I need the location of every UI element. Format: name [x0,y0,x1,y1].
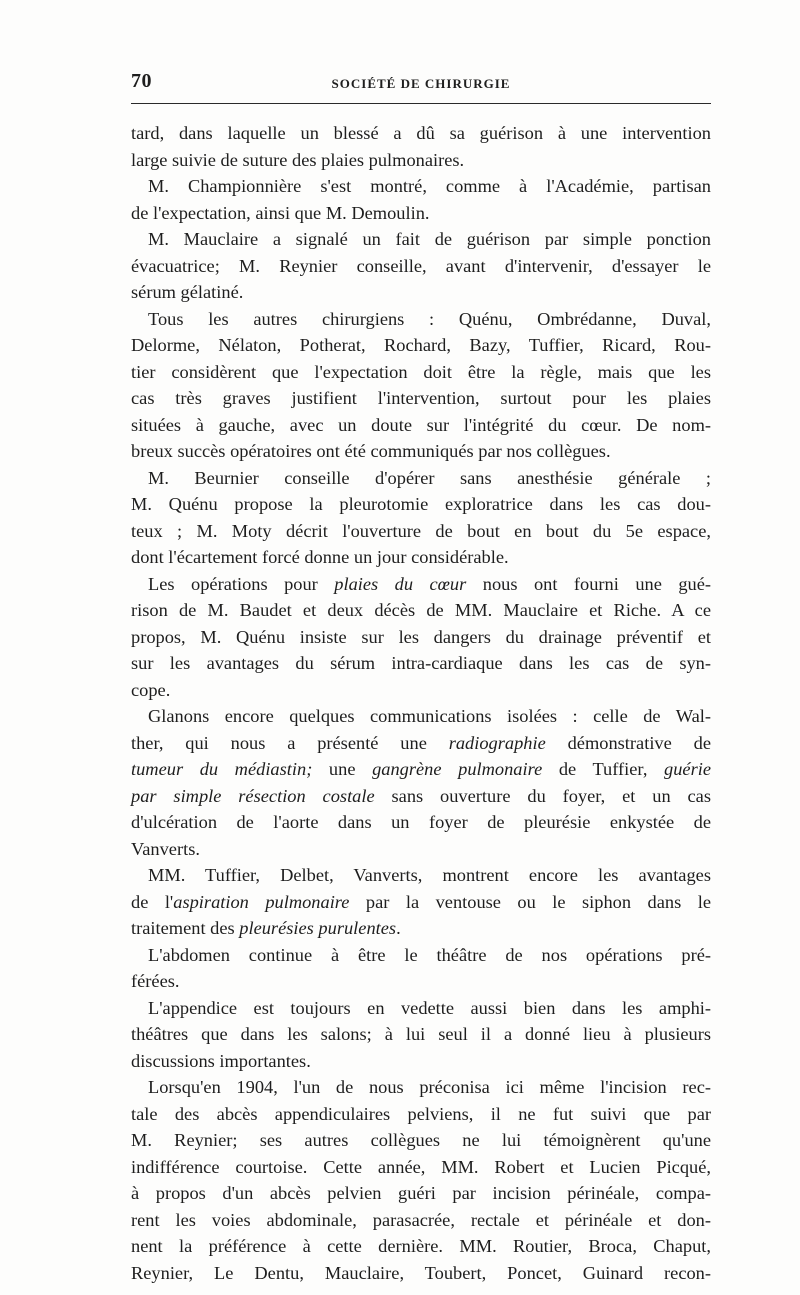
text-line: férées. [131,971,180,991]
text-line: L'appendice est toujours en vedette aussi bien dans les amphi- [148,997,711,1018]
text-line: évacuatrice; M. Reynier conseille, avant d'intervenir, d'essayer le [131,255,711,276]
text-line: nent la préférence à cette dernière. MM. Routier, Broca, Chaput, [131,1236,711,1256]
text-line: théâtres que dans les salons; à lui seul il a donné lieu à plusieurs [131,1024,711,1044]
italic-span: plaies du cœur [334,573,467,594]
running-title: SOCIÉTÉ DE CHIRURGIE [331,76,511,91]
text-line: par simple résection costale sans ouverture du foyer, et un cas [131,785,712,806]
text-line: rent les voies abdominale, parasacrée, rectale et périnéale et don- [131,1209,711,1230]
page-number: 70 [131,70,152,92]
text-line: teux ; M. Moty décrit l'ouverture de bout en bout du 5e espace, [131,520,711,541]
italic-span: pleurésies purulentes [239,918,397,938]
text-line: rison de M. Baudet et deux décès de MM. Mauclaire et Riche. A ce [131,600,711,620]
text-line: discussions importantes. [131,1050,311,1071]
text-line: de l'expectation, ainsi que M. Demoulin. [131,202,430,223]
text-line: M. Quénu propose la pleurotomie exploratrice dans les cas dou- [131,494,711,514]
text-line: M. Reynier; ses autres collègues ne lui témoignèrent qu'une [131,1130,711,1150]
text-line: tumeur du médiastin; une gangrène pulmonaire de Tuffier, guérie [131,759,712,779]
text-line: M. Championnière s'est montré, comme à l'Académie, partisan [148,176,711,196]
text-line: MM. Tuffier, Delbet, Vanverts, montrent encore les avantages [148,865,711,885]
text-line: tier considèrent que l'expectation doit être la règle, mais que les [131,361,711,382]
text-line: tale des abcès appendiculaires pelviens, il ne fut suivi que par [131,1103,711,1124]
header-rule [131,103,711,104]
text-line: sur les avantages du sérum intra-cardiaque dans les cas de syn- [131,653,711,673]
text-line: dont l'écartement forcé donne un jour considérable. [131,547,509,567]
italic-span: guérie [664,759,712,779]
text-line: M. Beurnier conseille d'opérer sans anesthésie générale ; [148,467,711,488]
text-line: situées à gauche, avec un doute sur l'intégrité du cœur. De nom- [131,414,711,435]
text-line: large suivie de suture des plaies pulmonaires. [131,149,465,170]
text-line: cope. [131,679,171,700]
italic-span: gangrène pulmonaire [372,759,543,779]
page-header [131,70,711,96]
text-line: à propos d'un abcès pelvien guéri par incision périnéale, compa- [131,1183,711,1203]
body-text [131,120,711,1286]
text-line: cas très graves justifient l'intervention, surtout pour les plaies [131,388,711,408]
italic-span: aspiration pulmonaire [173,891,350,912]
text-line: Reynier, Le Dentu, Mauclaire, Toubert, Poncet, Guinard recon- [131,1262,711,1283]
text-line: ther, qui nous a présenté une radiographie démonstrative de [131,732,711,753]
text-line: Glanons encore quelques communications isolées : celle de Wal- [148,706,711,726]
italic-span: radiographie [448,732,546,753]
italic-span: tumeur du médiastin; [131,759,313,779]
text-line: propos, M. Quénu insiste sur les dangers du drainage préventif et [131,626,711,647]
text-line: tard, dans laquelle un blessé a dû sa guérison à une intervention [131,123,711,143]
text-line: Tous les autres chirurgiens : Quénu, Ombrédanne, Duval, [148,308,711,329]
text-line: Delorme, Nélaton, Potherat, Rochard, Bazy, Tuffier, Ricard, Rou- [131,335,711,355]
text-line: M. Mauclaire a signalé un fait de guérison par simple ponction [148,229,711,249]
text-line: sérum gélatiné. [131,282,244,302]
italic-span: par simple résection costale [131,785,375,806]
text-line: indifférence courtoise. Cette année, MM. Robert et Lucien Picqué, [131,1156,711,1177]
text-line: Les opérations pour plaies du cœur nous ont fourni une gué- [148,573,712,594]
text-line: Vanverts. [131,838,200,859]
text-line: d'ulcération de l'aorte dans un foyer de pleurésie enkystée de [131,812,711,832]
text-line: breux succès opératoires ont été communiqués par nos collègues. [131,441,611,461]
text-line: traitement des pleurésies purulentes. [131,918,401,938]
text-line: Lorsqu'en 1904, l'un de nous préconisa ici même l'incision rec- [148,1077,711,1097]
text-line: de l'aspiration pulmonaire par la ventouse ou le siphon dans le [131,891,711,912]
text-line: L'abdomen continue à être le théâtre de nos opérations pré- [148,944,711,965]
